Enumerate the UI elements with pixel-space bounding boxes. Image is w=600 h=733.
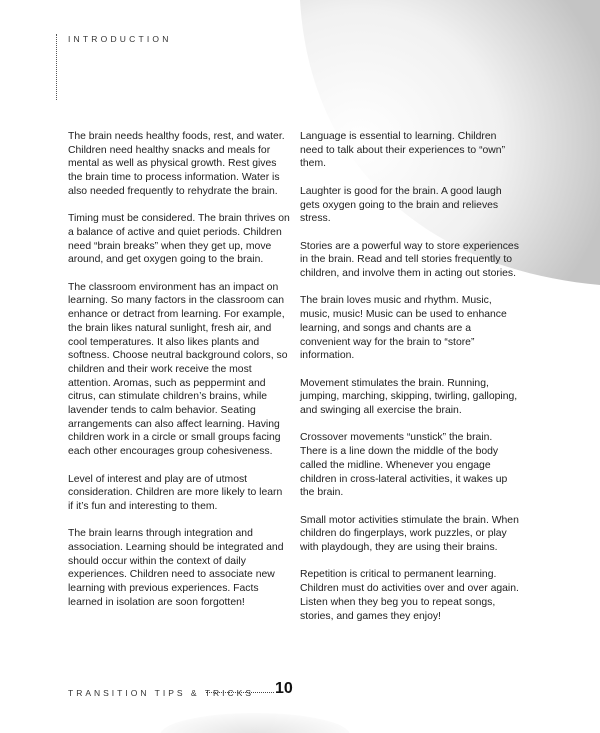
right-text-column xyxy=(300,130,520,637)
paragraph-laughter: Laughter is good for the brain. A good laugh gets oxygen going to the brain and relieves stress. xyxy=(300,185,502,225)
paragraph-language: Language is essential to learning. Children need to talk about their experiences to “own” them. xyxy=(300,131,506,170)
header-dotted-rule xyxy=(56,34,57,100)
paragraph-music: The brain loves music and rhythm. Music, music, music! Music can be used to enhance learning, and songs and chants are a convenient way for the brain to “store” information. xyxy=(300,295,507,362)
footer-dot-leader xyxy=(206,692,274,693)
paragraph-small-motor: Small motor activities stimulate the brain. When children do fingerplays, work puzzles, or play with playdough, they are using their brains. xyxy=(300,514,519,553)
paragraph-repetition: Repetition is critical to permanent learning. Children must do activities over and over again. Listen when they beg you to repeat songs, stories, and games they enjoy! xyxy=(300,569,519,622)
left-text-column xyxy=(68,130,290,623)
page-number: 10 xyxy=(275,680,293,697)
section-label: INTRODUCTION xyxy=(68,34,172,44)
paragraph-crossover: Crossover movements “unstick” the brain. There is a line down the middle of the body called the midline. Whenever you engage children in cross-lateral activities, it wakes up the brain. xyxy=(300,432,508,499)
paragraph-movement: Movement stimulates the brain. Running, jumping, marching, skipping, twirling, galloping, and swinging all exercise the brain. xyxy=(300,377,518,416)
footer-book-title: TRANSITION TIPS & TRICKS xyxy=(68,688,254,698)
paragraph-timing: Timing must be considered. The brain thrives on a balance of active and quiet periods. Children need “brain breaks” when they get up, move around, and get oxygen going to the brain. xyxy=(68,213,290,266)
paragraph-stories: Stories are a powerful way to store experiences in the brain. Read and tell stories frequently to children, and involve them in acting out stories. xyxy=(300,240,519,279)
paragraph-integration: The brain learns through integration and association. Learning should be integrated and should occur within the context of daily experiences. Children need to associate new learning with previous experiences. Facts learned in isolation are soon forgotten! xyxy=(68,528,284,608)
paragraph-brain-needs: The brain needs healthy foods, rest, and water. Children need healthy snacks and meals for mental as well as physical growth. Rest gives the brain time to process information. Water is also needed frequently to rehydrate the brain. xyxy=(68,131,285,197)
paragraph-classroom-environment: The classroom environment has an impact on learning. So many factors in the classroom can enhance or detract from learning. For example, the brain likes natural sunlight, fresh air, and cool temperatures. It also likes plants and softness. Choose neutral background colors, so children and their work receive the most attention. Aromas, such as peppermint and citrus, can stimulate children’s brains, while lavender tends to calm behavior. Seating arrangements can also affect learning. Having children work in a circle or small groups facing each other encourages group cohesiveness. xyxy=(68,281,288,458)
paragraph-interest-and-play: Level of interest and play are of utmost consideration. Children are more likely to learn if it’s fun and interesting to them. xyxy=(68,473,283,512)
